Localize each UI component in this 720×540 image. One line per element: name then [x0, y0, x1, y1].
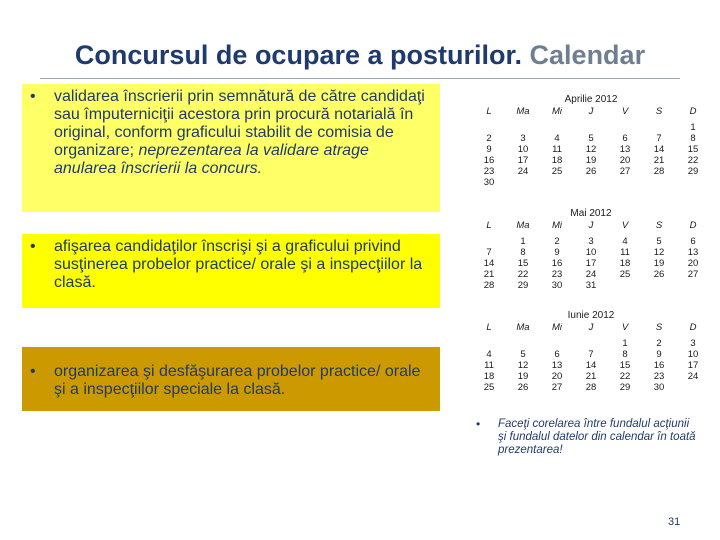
- calendar-day: 24: [517, 166, 529, 177]
- calendar-day: 22: [517, 269, 529, 280]
- slide-title-main: Concursul de ocupare a posturilor.: [74, 40, 523, 70]
- calendar-day: 13: [619, 144, 631, 155]
- calendar: [472, 84, 710, 408]
- calendar-day: 9: [554, 247, 560, 258]
- calendar-day: 18: [619, 258, 631, 269]
- bullet-dot-icon: •: [476, 417, 481, 431]
- calendar-weekday: J: [588, 220, 594, 231]
- calendar-day: 29: [619, 382, 631, 393]
- calendar-weekday: V: [621, 106, 629, 117]
- calendar-day: 25: [483, 382, 495, 393]
- slide-title: [0, 40, 720, 71]
- calendar-day: 27: [551, 382, 563, 393]
- calendar-day: 27: [619, 166, 631, 177]
- calendar-day: 31: [585, 280, 597, 291]
- calendar-day: 15: [687, 144, 699, 155]
- calendar-weekday: S: [655, 106, 663, 117]
- calendar-day: 4: [486, 349, 492, 360]
- calendar-weekday: Ma: [516, 322, 530, 333]
- calendar-day: 2: [486, 133, 492, 144]
- calendar-day: 14: [585, 360, 597, 371]
- calendar-day: 22: [687, 155, 699, 166]
- calendar-weekday: V: [621, 322, 629, 333]
- calendar-day: 10: [585, 247, 597, 258]
- bullet-1-italic: neprezentarea la validare atrage anularea înscrierii la concurs.: [54, 142, 369, 177]
- calendar-day: 23: [551, 269, 563, 280]
- calendar-day: 23: [483, 166, 495, 177]
- calendar-day: 19: [653, 258, 665, 269]
- bullet-box-display: [22, 234, 440, 308]
- calendar-day: 16: [483, 155, 495, 166]
- calendar-day: 26: [653, 269, 665, 280]
- calendar-day: 30: [483, 177, 495, 188]
- calendar-day: 29: [517, 280, 529, 291]
- calendar-day: 20: [687, 258, 699, 269]
- calendar-day: 22: [619, 371, 631, 382]
- calendar-weekday: J: [588, 322, 594, 333]
- calendar-day: 1: [520, 236, 526, 247]
- calendar-day: 28: [653, 166, 665, 177]
- calendar-day: 14: [653, 144, 665, 155]
- calendar-day: 9: [486, 144, 492, 155]
- calendar-weekday: Mi: [551, 322, 563, 333]
- calendar-weekday: J: [588, 106, 594, 117]
- calendar-day: 8: [622, 349, 628, 360]
- note-text: Faceţi corelarea între fundalul acţiunii şi fundalul datelor din calendar în toată prezentarea!: [498, 418, 696, 456]
- calendar-weekday: L: [486, 106, 492, 117]
- calendar-day: 10: [687, 349, 699, 360]
- bullet-dot-icon: •: [30, 363, 36, 380]
- note: [476, 418, 696, 457]
- calendar-day: 20: [619, 155, 631, 166]
- calendar-day: 8: [520, 247, 526, 258]
- calendar-day: 28: [585, 382, 597, 393]
- calendar-day: 4: [622, 236, 628, 247]
- calendar-day: 4: [554, 133, 560, 144]
- calendar-day: 25: [551, 166, 563, 177]
- calendar-weekday: D: [689, 106, 697, 117]
- calendar-day: 17: [517, 155, 529, 166]
- slide-title-sub: Calendar: [529, 40, 646, 70]
- calendar-month-title: Iunie 2012: [567, 310, 615, 321]
- calendar-day: 3: [588, 236, 594, 247]
- calendar-weekday: D: [689, 322, 697, 333]
- calendar-day: 3: [690, 338, 696, 349]
- calendar-day: 2: [554, 236, 560, 247]
- calendar-day: 24: [585, 269, 597, 280]
- calendar-day: 15: [619, 360, 631, 371]
- calendar-day: 7: [486, 247, 492, 258]
- calendar-day: 21: [483, 269, 495, 280]
- calendar-day: 26: [517, 382, 529, 393]
- calendar-day: 12: [653, 247, 665, 258]
- calendar-day: 18: [551, 155, 563, 166]
- bullet-dot-icon: •: [30, 88, 36, 105]
- calendar-weekday: V: [621, 220, 629, 231]
- bullet-2-text: afişarea candidaţilor înscrişi şi a graficului privind susţinerea probelor practice/ orale şi a inspecţiilor la clasă.: [54, 238, 423, 291]
- calendar-day: 20: [551, 371, 563, 382]
- calendar-day: 17: [687, 360, 699, 371]
- calendar-weekday: S: [655, 322, 663, 333]
- bullet-text: [54, 88, 432, 178]
- calendar-day: 29: [687, 166, 699, 177]
- calendar-day: 27: [687, 269, 699, 280]
- calendar-day: 19: [517, 371, 529, 382]
- calendar-day: 6: [554, 349, 560, 360]
- calendar-day: 24: [687, 371, 699, 382]
- calendar-day: 19: [585, 155, 597, 166]
- calendar-day: 1: [622, 338, 628, 349]
- calendar-weekday: Ma: [516, 106, 530, 117]
- calendar-day: 23: [653, 371, 665, 382]
- calendar-day: 7: [588, 349, 594, 360]
- calendar-day: 11: [484, 360, 494, 371]
- calendar-weekday: L: [486, 220, 492, 231]
- calendar-day: 8: [690, 133, 696, 144]
- calendar-day: 6: [690, 236, 696, 247]
- calendar-weekday: Mi: [551, 106, 563, 117]
- bullet-box-validation: [22, 84, 440, 212]
- calendar-day: 18: [483, 371, 495, 382]
- calendar-day: 9: [656, 349, 662, 360]
- calendar-day: 28: [483, 280, 495, 291]
- calendar-day: 11: [620, 247, 630, 258]
- calendar-day: 15: [517, 258, 529, 269]
- calendar-month-title: Mai 2012: [570, 208, 612, 219]
- bullet-box-exams: [22, 347, 440, 411]
- calendar-day: 21: [653, 155, 665, 166]
- calendar-weekday: Mi: [551, 220, 563, 231]
- calendar-day: 6: [622, 133, 628, 144]
- calendar-day: 13: [687, 247, 699, 258]
- calendar-day: 12: [585, 144, 597, 155]
- calendar-month-title: Aprilie 2012: [564, 94, 618, 105]
- calendar-day: 25: [619, 269, 631, 280]
- calendar-day: 13: [551, 360, 563, 371]
- calendar-weekday: L: [486, 322, 492, 333]
- calendar-day: 30: [551, 280, 563, 291]
- calendar-day: 2: [656, 338, 662, 349]
- calendar-day: 21: [585, 371, 597, 382]
- calendar-day: 17: [585, 258, 597, 269]
- calendar-day: 11: [552, 144, 562, 155]
- calendar-day: 12: [517, 360, 529, 371]
- calendar-day: 5: [588, 133, 594, 144]
- calendar-day: 3: [520, 133, 526, 144]
- calendar-day: 16: [653, 360, 665, 371]
- bullet-1-text: validarea înscrierii prin semnătură de către candidaţi sau împuterniciţii acestora prin procură notarială în original, conform graficului stabilit de comisia de organizare;: [54, 88, 425, 159]
- calendar-day: 5: [520, 349, 526, 360]
- title-divider: [40, 78, 680, 79]
- calendar-day: 14: [483, 258, 495, 269]
- calendar-day: 7: [656, 133, 662, 144]
- page-number: 31: [668, 516, 681, 528]
- bullet-3-text: organizarea şi desfăşurarea probelor practice/ orale şi a inspecţiilor speciale la clasă.: [54, 363, 421, 398]
- calendar-weekday: D: [689, 220, 697, 231]
- calendar-day: 10: [517, 144, 529, 155]
- calendar-day: 5: [656, 236, 662, 247]
- calendar-weekday: Ma: [516, 220, 530, 231]
- bullet-dot-icon: •: [30, 238, 36, 255]
- calendar-weekday: S: [655, 220, 663, 231]
- calendar-day: 16: [551, 258, 563, 269]
- calendar-day: 26: [585, 166, 597, 177]
- calendar-day: 1: [690, 122, 696, 133]
- calendar-day: 30: [653, 382, 665, 393]
